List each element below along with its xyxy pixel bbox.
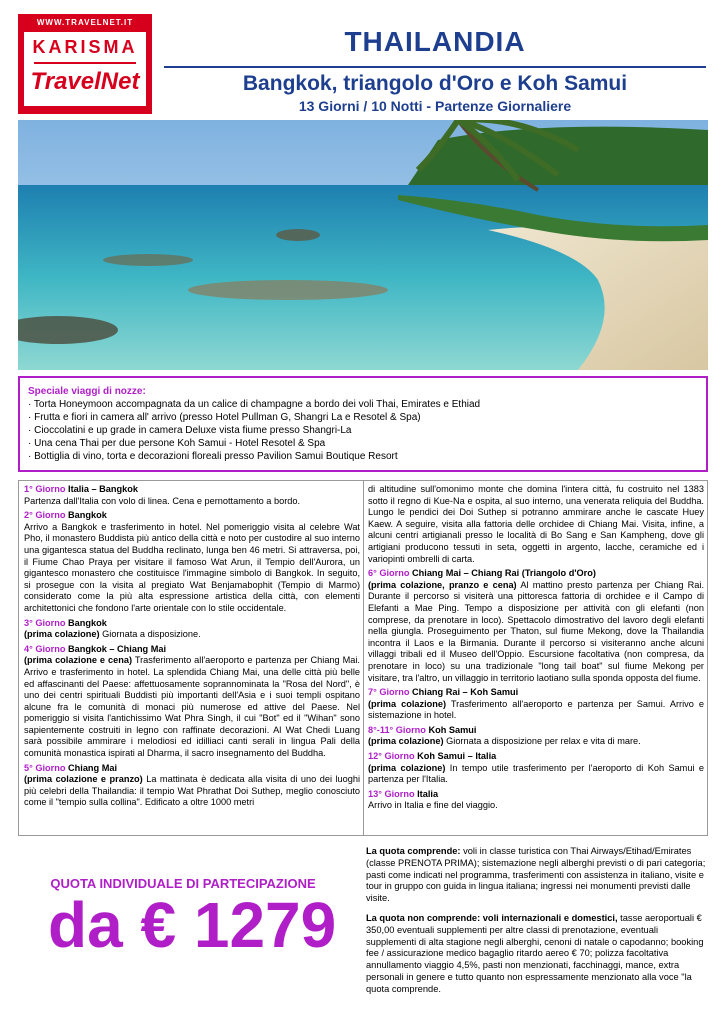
included-heading: La quota comprende: (366, 846, 461, 856)
day-text: In tempo utile trasferimento per l'aeroporto di Koh Samui e partenza per l'Italia. (368, 762, 704, 785)
day-number: 6° Giorno (368, 568, 410, 579)
day-number: 4° Giorno (24, 643, 66, 654)
column-divider (363, 481, 364, 835)
day-place: Chiang Rai – Koh Samui (412, 687, 519, 698)
rock-islet (276, 229, 320, 241)
page-title: THAILANDIA (344, 26, 526, 57)
logo-box (24, 32, 146, 106)
day-place: Koh Samui (428, 724, 477, 735)
day-meals: (prima colazione, pranzo e cena) (368, 579, 517, 590)
honeymoon-item: · Frutta e fiori in camera all' arrivo (presso Hotel Pullman G, Shangri La e Resotel & Spa) (28, 412, 421, 423)
day-text: Trasferimento all'aeroporto e partenza per Chiang Mai. Arrivo e trasferimento in hotel. La splendida Chiang Mai, una delle città più belle ed affascinanti del Paese: affettuosamente soprannominata la "Rosa del Nord", è uno dei centri spirituali Buddisti più importanti dell'Asia e i suoi templi ospitano alcune fra le comunità di monaci più numerose ed attive del Paese. Nel pomeriggio si visita l'antichissimo Wat Phra Singh, il cui "Bot" ed il "Wihan" sono sapientemente costruiti in legno con raffinate decorazioni. Al Wat Chedi Luang sarà possibile ammirare i melodiosi ed idilliaci canti serali in lingua Pali della comunità monastica ispirati al Dharma, il sacro insegnamento del Buddha. (24, 655, 360, 759)
quote-notes (366, 846, 708, 1004)
day-place: Italia (417, 788, 439, 799)
logo-url: WWW.TRAVELNET.IT (36, 18, 134, 27)
day-number: 3° Giorno (24, 617, 66, 628)
honeymoon-item: · Cioccolatini e up grade in camera Deluxe vista fiume presso Shangri-La (28, 425, 352, 436)
rock-reef (188, 280, 388, 300)
day-entry (24, 763, 360, 809)
day-place: Italia – Bangkok (68, 484, 138, 494)
day-entry (24, 510, 360, 614)
tour-subtitle: Bangkok, triangolo d'Oro e Koh Samui (242, 72, 628, 95)
day-meals: (prima colazione) (368, 736, 444, 747)
excluded-heading: La quota non comprende (366, 912, 478, 923)
day-entry (24, 484, 360, 507)
honeymoon-item: · Una cena Thai per due persone Koh Samui - Hotel Resotel & Spa (28, 438, 326, 449)
day-text: Arrivo a Bangkok e trasferimento in hotel. Nel pomeriggio visita al celebre Wat Pho, il monastero Buddista più antico della città e noto per custodire al suo interno una gigantesca statua del Buddha reclinato, lunga ben 46 metri. Si attraversa, poi, il Fiume Chao Praya per visitare il famoso Wat Arun, il Tempio dell'Aurora, un gigantesco monastero che costituisce l'immagine simbolo di Bangkok. In seguito, si prosegue con la visita al pregiato Wat Benjamabophit (Tempio di Marmo) considerato come la più alta espressione artistica della città, con elementi architettonici che fondono l'arte orientale con lo stile occidentale. (24, 521, 360, 613)
title-divider (164, 66, 706, 68)
excluded-text: tasse aeroportuali € 350,00 eventuali supplementi per altre classi di prenotazione, eventuali supplementi di alta stagione negli alberghi, cenoni di natale o capodanno; booking fee / assicurazione medico bagaglio ritardo aereo € 70; polizza facoltativa annullamento viaggio 4,5%, pasti non menzionati, facchinaggi, mance, extra personali in genere e tutto quanto non espressamente menzionato alla voce "la quota comprende. (366, 912, 704, 994)
day-meals: (prima colazione e pranzo) (24, 774, 143, 785)
day-text: Al mattino presto partenza per Chiang Rai. Durante il percorso si visiterà una pittoresca fattoria di orchidee e il Campo di Elefanti a Mae Ping. Tempo a disposizione per attività con gli elefanti (non comprese, da prenotare in loco). Spettacolo dimostrativo del lavoro degli elefanti nella giungla. Proseguimento per Thaton, sul fiume Mekong, dove la Thailandia incontra il Laos e la Birmania. Durante il percorso si visiteranno anche alcuni villaggi tribali ed il Museo dell'Oppio. Escursione facoltativa (non compresa, da prenotare in loco) su una tradizionale "long tail boat" sul fiume Mekong per visitare, tra l'altro, un villaggio in territorio laotiano sulla sponda opposta del fiume. (368, 579, 705, 683)
day-entry (368, 725, 704, 748)
day-entry (368, 789, 704, 812)
day-place: Koh Samui – Italia (417, 751, 497, 762)
day-text: Trasferimento all'aeroporto e partenza per Samui. Arrivo e sistemazione in hotel. (368, 698, 704, 721)
day-meals: (prima colazione) (24, 629, 100, 640)
itinerary-column-left (24, 484, 360, 812)
logo-travelnet: TravelNet (30, 68, 140, 95)
included-note (366, 846, 708, 905)
tour-duration: 13 Giorni / 10 Notti - Partenze Giornaliere (298, 98, 572, 114)
day-place: Bangkok (68, 510, 107, 521)
day-entry (368, 751, 704, 786)
day-place: Chiang Mai – Chiang Rai (Triangolo d'Oro) (412, 568, 596, 579)
day-number: 13° Giorno (368, 788, 415, 799)
itinerary-column-right (368, 484, 704, 815)
day-number: 7° Giorno (368, 687, 410, 698)
day-entry (24, 644, 360, 760)
day-entry (368, 687, 704, 722)
day-text: Giornata a disposizione per relax e vita di mare. (446, 736, 641, 747)
day-place: Bangkok (68, 617, 107, 628)
karisma-travelnet-logo (18, 14, 152, 114)
day-text: La mattinata è dedicata alla visita di uno dei luoghi più celebri della Thailandia: il tempio Wat Phrathat Doi Suthep, meglio conosciuto come il "tempio sulla collina". Edificato a oltre 1000 metri (24, 774, 361, 808)
honeymoon-title: Speciale viaggi di nozze: (28, 386, 146, 397)
day-meals: (prima colazione e cena) (24, 655, 133, 666)
price-label: QUOTA INDIVIDUALE DI PARTECIPAZIONE (50, 876, 316, 891)
day-number: 5° Giorno (24, 762, 66, 773)
day-entry (368, 568, 704, 684)
rock-reef-small (103, 254, 193, 266)
logo-karisma: KARISMA (32, 37, 138, 57)
day-text: Partenza dall'Italia con volo di linea. Cena e pernottamento a bordo. (24, 495, 301, 506)
day-text: Arrivo in Italia e fine del viaggio. (368, 800, 498, 811)
included-text: voli in classe turistica con Thai Airways/Etihad/Emirates (classe PRENOTA PRIMA); sistemazione negli alberghi previsti o di pari categoria; pasti come indicati nel programma, trasferimenti con assistenza in italiano, visite e tour in gruppo con guida in lingua italiana; ingressi nei monumenti previsti dalle visite. (366, 846, 706, 904)
day-number: 2° Giorno (24, 510, 66, 521)
price-value: da € 1279 (48, 889, 337, 961)
day-text: Giornata a disposizione. (102, 629, 201, 640)
day-number: 8°-11° Giorno (368, 724, 426, 735)
day-place: Bangkok – Chiang Mai (68, 643, 167, 654)
logo-divider (34, 62, 136, 64)
day-meals: (prima colazione) (368, 698, 447, 709)
day-number: 12° Giorno (368, 751, 415, 762)
excluded-bold: : voli internazionali e domestici, (477, 912, 618, 923)
excluded-note (366, 913, 708, 996)
day-place: Chiang Mai (68, 762, 118, 773)
honeymoon-item: · Bottiglia di vino, torta e decorazioni floreali presso Pavilion Samui Boutique Resort (28, 451, 398, 462)
day-meals: (prima colazione) (368, 762, 446, 773)
beach-photo (18, 120, 708, 370)
itinerary-table (18, 480, 708, 836)
day-number: 1° Giorno (24, 484, 66, 494)
honeymoon-special-box (18, 376, 708, 472)
honeymoon-item: · Torta Honeymoon accompagnata da un calice di champagne a bordo dei voli Thai, Emirates e Ethiad (28, 399, 481, 410)
day-continuation: di altitudine sull'omonimo monte che domina l'intera città, fu costruito nel 1383 sotto il regno di Kue-Na e ospita, al suo interno, una venerata reliquia del Buddha. Lungo le pendici dei Doi Suthep si potranno ammirare anche le cascate Huey Kaew. A seguire, visita alla fattoria delle orchidee di Chiang Mai. Visita, infine, a alcuni centri artigianali presso le località di Bo Sang e San Kampheng, dove gli artigiani producono tessuti in seta, oggetti in argento, lacche, ceramiche ed i variopinti ombrelli di carta. (368, 484, 704, 564)
day-entry (24, 618, 360, 641)
